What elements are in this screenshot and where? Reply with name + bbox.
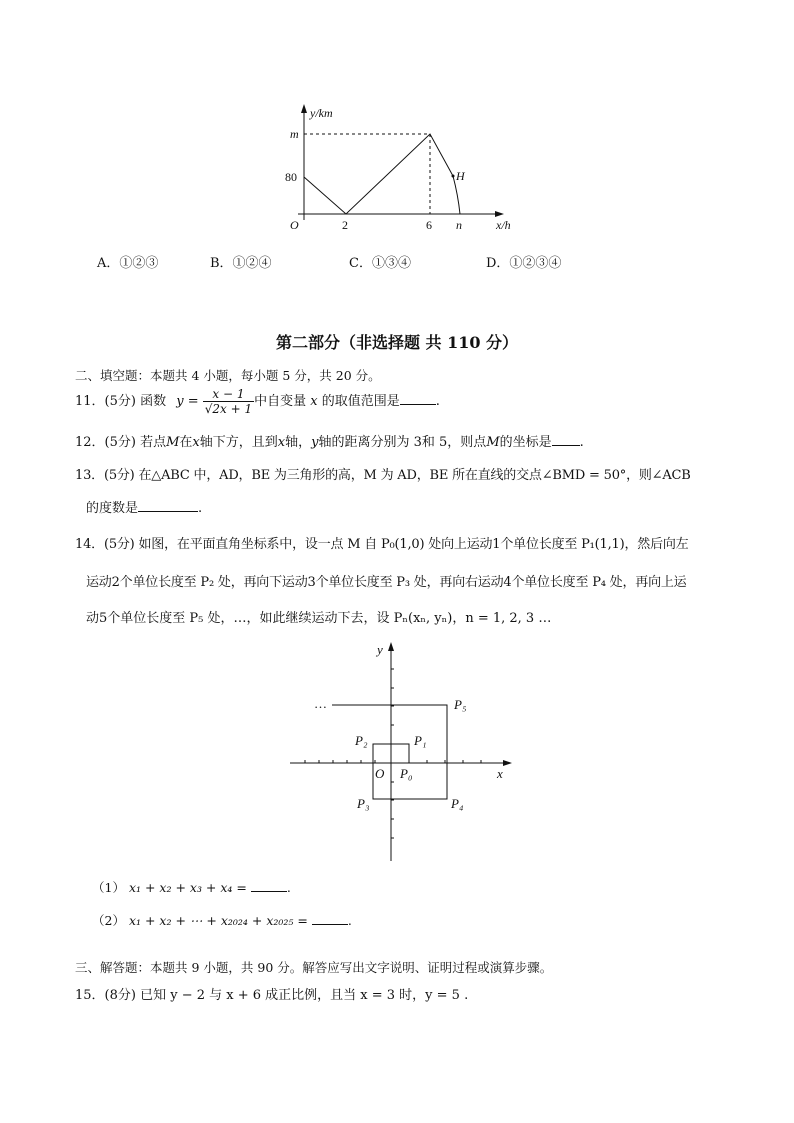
q14-sub2-label: （2） (92, 913, 125, 928)
q12-x2: x (277, 435, 286, 450)
distance-time-graph (270, 100, 530, 240)
question-13-line1: 13．(5分) 在△ABC 中，AD，BE 为三角形的高，M 为 AD，BE 所在直线的交点∠BMD = 50°，则∠ACB (75, 468, 691, 483)
q14-sub1-end: . (286, 880, 291, 895)
spiral-path-graph (282, 636, 522, 866)
p5-label: P₅ (454, 697, 467, 712)
question-12 (75, 431, 584, 450)
q11-prefix: 11．(5分) 函数 (75, 394, 167, 409)
q11-numerator: x − 1 (203, 387, 254, 402)
q12-y1: y (311, 435, 319, 450)
point-h-label: H (456, 169, 465, 183)
graph-line (304, 134, 453, 214)
question-15: 15．(8分) 已知 y − 2 与 x + 6 成正比例，且当 x = 3 时，y = 5 . (75, 988, 469, 1003)
q12-answer-blank[interactable] (552, 433, 580, 446)
q13-end: . (198, 501, 203, 516)
q12-text-f: 的坐标是 (499, 435, 552, 450)
q12-m2: M (486, 435, 500, 450)
question-14-line3: 动5个单位长度至 P₅ 处，…，如此继续运动下去，设 Pₙ(xₙ, yₙ)，n = 1, 2, 3 … (86, 611, 552, 626)
y-tick-m: m (290, 127, 299, 141)
q14-sub2 (92, 911, 352, 929)
question-11 (75, 387, 440, 416)
question-14-line1: 14．(5分) 如图，在平面直角坐标系中，设一点 M 自 P₀(1,0) 处向上运动1个单位长度至 P₁(1,1)，然后向左 (75, 537, 689, 552)
continuation-dots: … (314, 696, 327, 711)
q12-m1: M (166, 435, 180, 450)
p2-label: P₂ (355, 733, 368, 748)
q12-x1: x (192, 435, 200, 450)
origin-label: O (375, 766, 385, 781)
choice-b: B．①②④ (210, 256, 272, 271)
p1-label: P₁ (414, 733, 427, 748)
q11-fraction (203, 387, 254, 416)
q12-text-d: 轴， (285, 435, 312, 450)
q14-sub2-expr: x₁ + x₂ + ⋯ + x₂₀₂₄ + x₂₀₂₅ = (128, 913, 308, 928)
p0-label: P₀ (400, 766, 413, 781)
choice-c: C．①③④ (349, 256, 411, 271)
y-axis-arrow (388, 642, 394, 651)
q12-text-b: 在 (179, 435, 193, 450)
x-label: x (497, 766, 503, 781)
spiral-path (332, 705, 447, 799)
x-axis-label: x/h (496, 218, 511, 232)
x-axis-arrow (495, 211, 504, 217)
q14-sub2-end: . (347, 913, 352, 928)
section3-header: 三、解答题：本题共 9 小题，共 90 分。解答应写出文字说明、证明过程或演算步骤。 (75, 960, 553, 975)
q11-answer-blank[interactable] (400, 392, 436, 405)
x-tick-n: n (456, 218, 462, 232)
q11-var: x (310, 394, 318, 409)
part2-title: 第二部分（非选择题 共 110 分） (275, 333, 519, 352)
origin-label: O (290, 218, 299, 232)
q14-sub1 (92, 878, 291, 896)
q13-line2-text: 的度数是 (86, 501, 139, 516)
y-label: y (377, 642, 383, 657)
x-axis-arrow (503, 760, 512, 766)
q11-suffix-a: 中自变量 (254, 394, 307, 409)
y-axis-label: y/km (310, 106, 333, 120)
q14-sub1-answer-blank[interactable] (251, 879, 287, 892)
q11-denominator: √2x + 1 (204, 402, 253, 416)
section2-header: 二、填空题：本题共 4 小题，每小题 5 分，共 20 分。 (75, 368, 381, 383)
question-13-line2 (86, 497, 202, 516)
q13-answer-blank[interactable] (138, 499, 198, 512)
q11-end: . (435, 394, 440, 409)
y-tick-80: 80 (285, 170, 297, 184)
q12-text-e: 轴的距离分别为 3和 5，则点 (318, 435, 487, 450)
choice-d: D．①②③④ (486, 256, 562, 271)
q14-sub1-expr: x₁ + x₂ + x₃ + x₄ = (128, 880, 247, 895)
y-axis-arrow (301, 104, 307, 113)
x-tick-2: 2 (342, 218, 348, 232)
question-14-line2: 运动2个单位长度至 P₂ 处，再向下运动3个单位长度至 P₃ 处，再向右运动4个单位长度至 P₄ 处，再向上运 (86, 575, 687, 590)
q11-suffix-b: 的取值范围是 (321, 394, 400, 409)
x-tick-6: 6 (426, 218, 432, 232)
point-h-dot (452, 175, 455, 178)
q12-text-c: 轴下方，且到 (199, 435, 278, 450)
choice-a: A．①②③ (97, 256, 159, 271)
q12-text-a: 12．(5分) 若点 (75, 435, 167, 450)
p3-label: P₃ (357, 796, 370, 811)
q12-end: . (579, 435, 584, 450)
q14-sub2-answer-blank[interactable] (312, 912, 348, 925)
q11-y-eq: y = (176, 394, 199, 409)
q14-sub1-label: （1） (92, 880, 125, 895)
p4-label: P₄ (451, 796, 464, 811)
